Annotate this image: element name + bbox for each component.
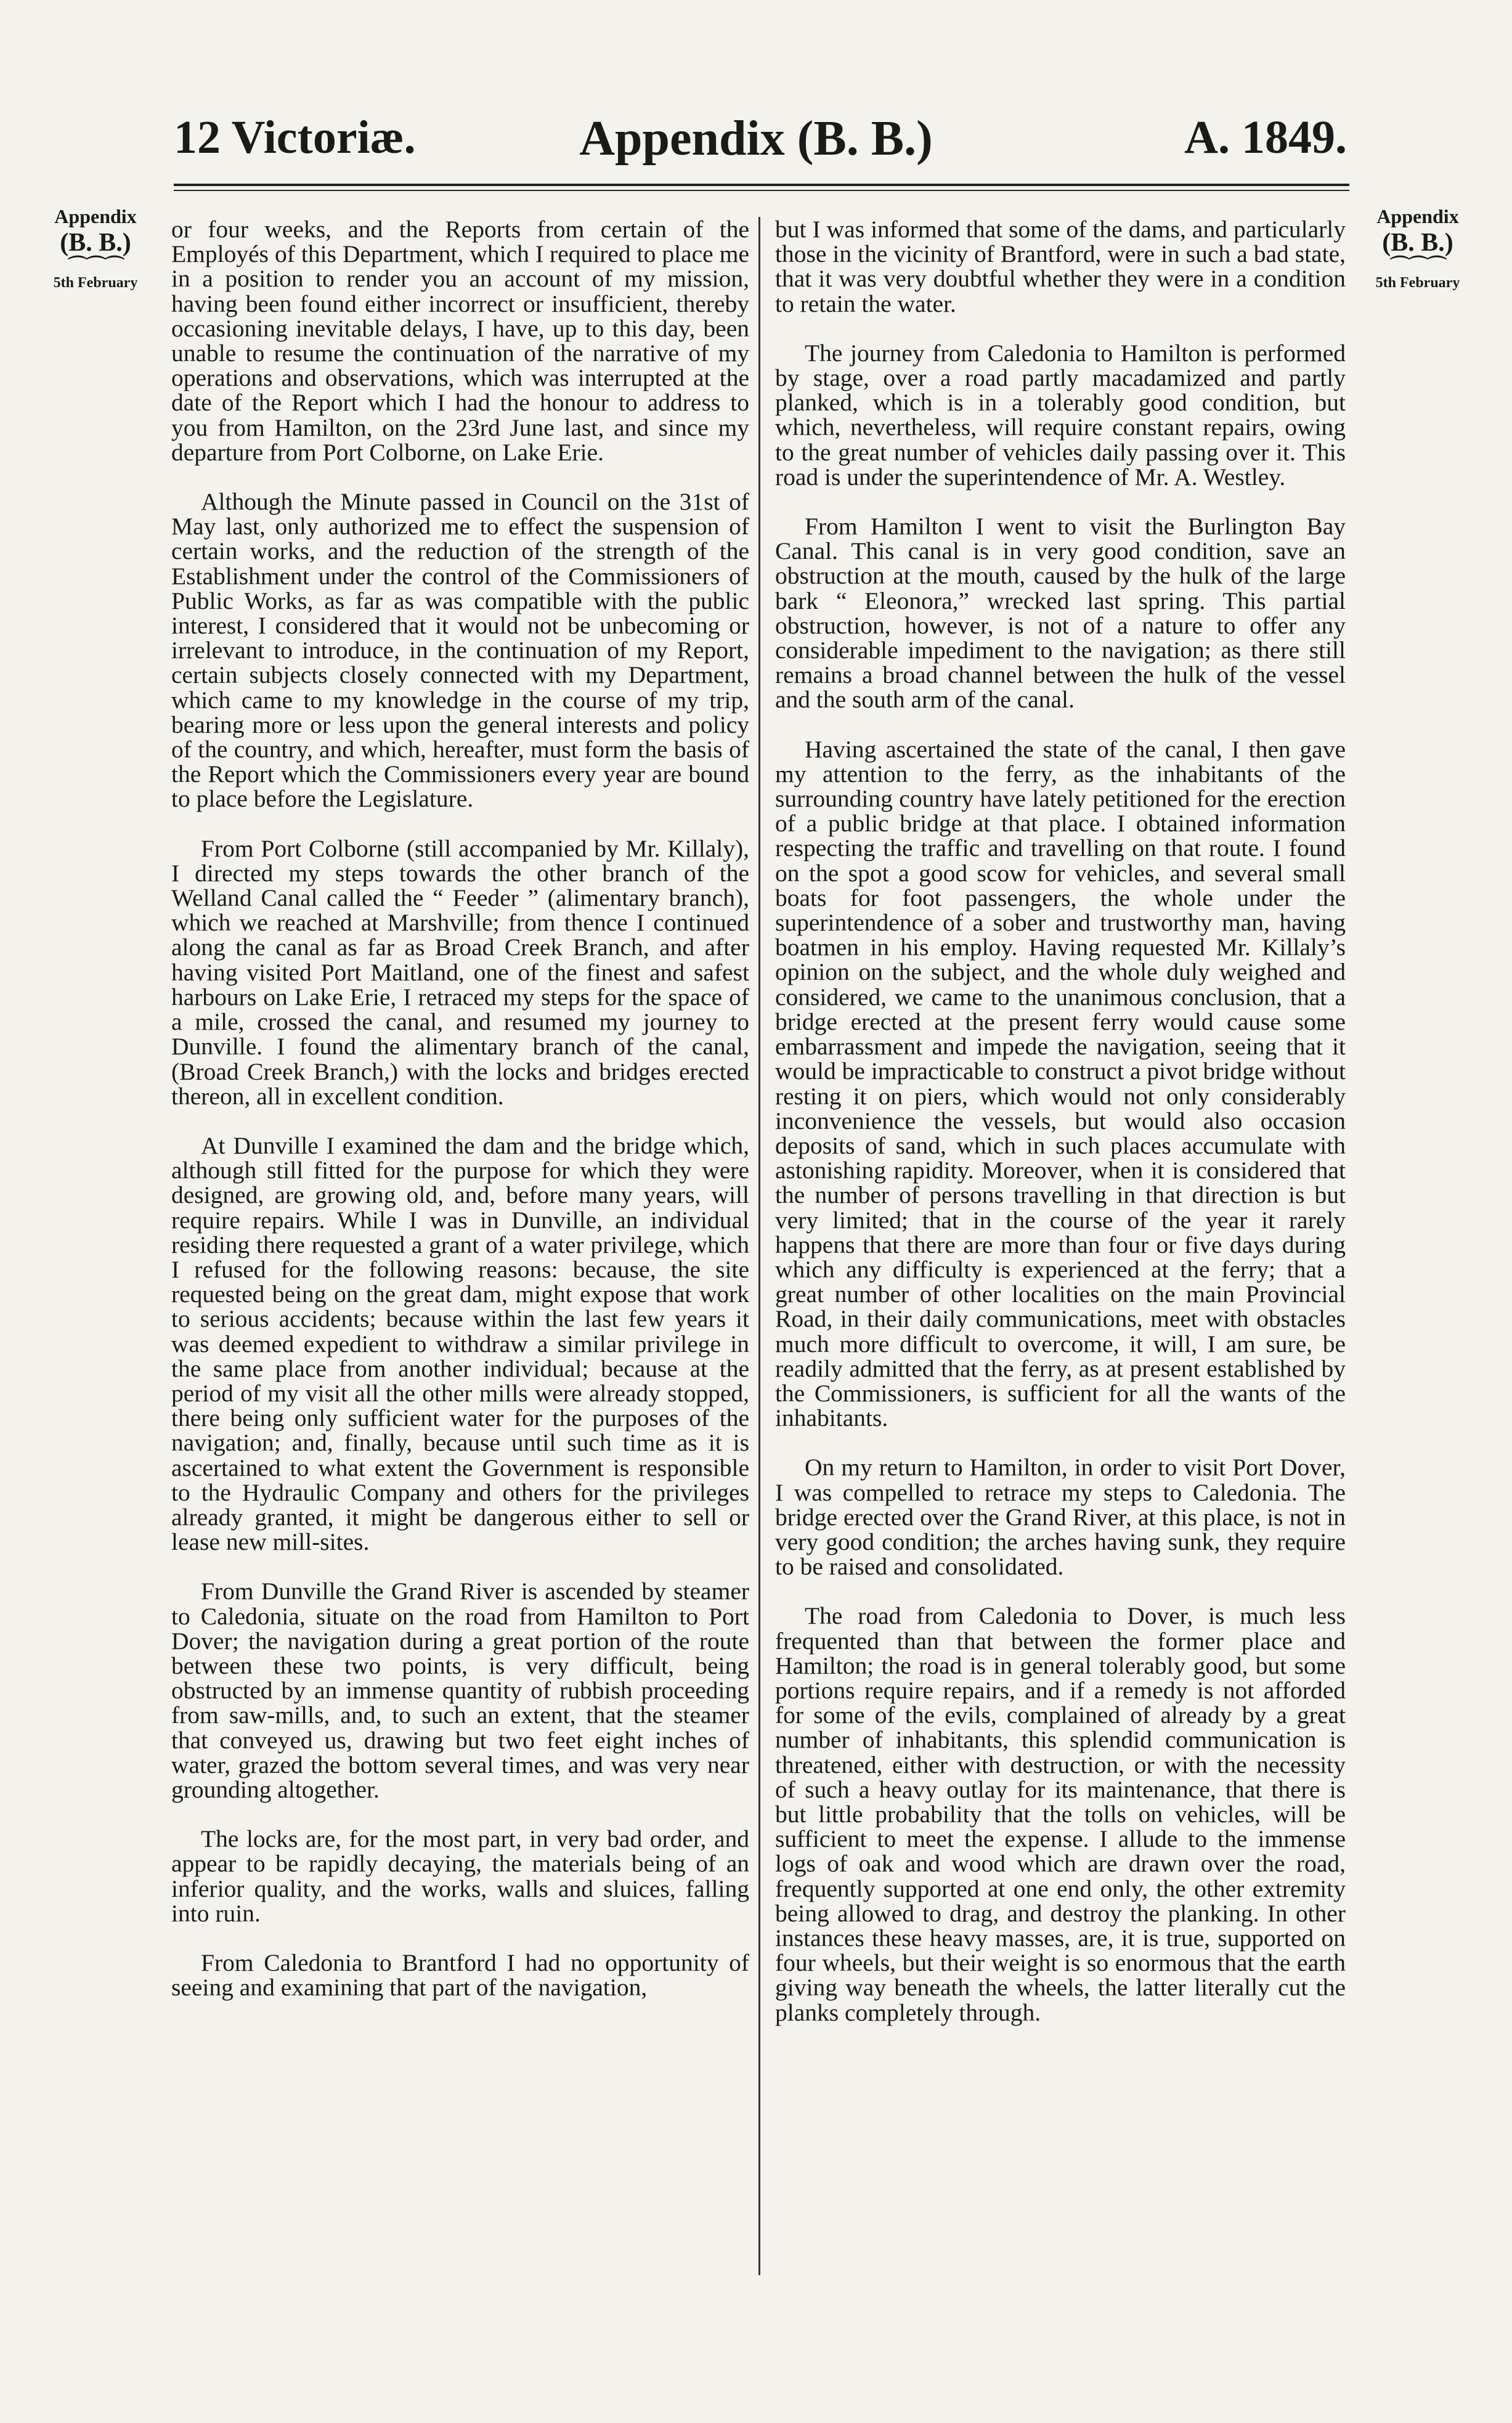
paragraph: or four weeks, and the Reports from certain of the Employés of this Department, which I required to place me in a position to render you an account of my mission, having been found either incorrect or insufficient, thereby occasioning inevitable delays, I have, up to this day, been unable to resume the continuation of the narrative of my operations and observations, which was interrupted at the date of the Report which I had the honour to address to you from Hamilton, on the 23rd June last, and since my departure from Port Colborne, on Lake Erie. bbox=[171, 216, 749, 466]
page-header bbox=[0, 111, 1512, 185]
session-label: 12 Victoriæ. bbox=[174, 112, 416, 163]
margin-note-right bbox=[1347, 205, 1489, 292]
year-label: A. 1849. bbox=[1184, 112, 1347, 163]
margin-brace: ⌒⌒⌒ bbox=[67, 255, 123, 277]
appendix-title: Appendix (B. B.) bbox=[579, 112, 933, 166]
paragraph: Having ascertained the state of the canal, I then gave my attention to the ferry, as the inhabitants of the surrounding country have lately petitioned for the erection of a public bridge at that place. I obtained information respecting the traffic and travelling on that route. I found on the spot a good scow for vehicles, and several small boats for foot passengers, the whole under the superintendence of a sober and trustworthy man, having boatmen in his employ. Having requested Mr. Killaly’s opinion on the subject, and the whole duly weighed and considered, we came to the unanimous conclusion, that a bridge erected at the present ferry would cause some embarrassment and impede the navigation, seeing that it would be impracticable to construct a pivot bridge without resting it on piers, which would not only considerably inconvenience the vessels, but would also occasion deposits of sand, which in such places accumulate with astonishing rapidity. Moreover, when it is considered that the number of persons travelling in that direction is but very limited; that in the course of the year it rarely happens that there are more than four or five days during which any difficulty is experienced at the ferry; that a great number of other localities on the main Provincial Road, in their daily communications, meet with obstacles much more difficult to overcome, it will, I am sure, be readily admitted that the ferry, as at present established by the Commissioners, is sufficient for all the wants of the inhabitants. bbox=[775, 735, 1346, 1432]
margin-note-left bbox=[25, 205, 166, 292]
margin-bb-label: (B. B.) bbox=[60, 229, 131, 257]
paragraph: From Port Colborne (still accompanied by Mr. Killaly), I directed my steps towards the other branch of the Welland Canal called the “ Feeder ” (alimentary branch), which we reached at Marshville; from thence I continued along the canal as far as Broad Creek Branch, and after having visited Port Maitland, one of the finest and safest harbours on Lake Erie, I retraced my steps for the space of a mile, crossed the canal, and resumed my journey to Dunville. I found the alimentary branch of the canal, (Broad Creek Branch,) with the locks and bridges erected thereon, all in excellent condition. bbox=[171, 834, 749, 1110]
paragraph: From Dunville the Grand River is ascended by steamer to Caledonia, situate on the road from Hamilton to Port Dover; the navigation during a great portion of the route between these two points, is very difficult, being obstructed by an immense quantity of rubbish proceeding from saw-mills, and, to such an extent, that the steamer that conveyed us, drawing but two feet eight inches of water, grazed the bottom several times, and was very near grounding altogether. bbox=[171, 1578, 749, 1803]
paragraph: On my return to Hamilton, in order to visit Port Dover, I was compelled to retrace my steps to Caledonia. The bridge erected over the Grand River, at this place, is not in very good condition; the arches having sunk, they require to be raised and consolidated. bbox=[775, 1454, 1346, 1581]
paragraph: Although the Minute passed in Council on the 31st of May last, only authorized me to effect the suspension of certain works, and the reduction of the strength of the Establishment under the control of the Commissioners of Public Works, as far as was compatible with the public interest, I considered that it would not be unbecoming or irrelevant to introduce, in the continuation of my Report, certain subjects closely connected with my Department, which came to my knowledge in the course of my trip, bearing more or less upon the general interests and policy of the country, and which, hereafter, must form the basis of the Report which the Commissioners every year are bound to place before the Legislature. bbox=[171, 488, 749, 813]
margin-appendix-label: Appendix bbox=[1376, 205, 1459, 227]
margin-brace: ⌒⌒⌒ bbox=[1389, 255, 1445, 277]
margin-date-label: 5th February bbox=[1375, 275, 1460, 291]
margin-date-label: 5th February bbox=[53, 275, 138, 291]
paragraph: From Hamilton I went to visit the Burlington Bay Canal. This canal is in very good condition, save an obstruction at the mouth, caused by the hulk of the large bark “ Eleonora,” wrecked last spring. This partial obstruction, however, is not of a nature to offer any considerable impediment to the navigation; as there still remains a broad channel between the hulk of the vessel and the south arm of the canal. bbox=[775, 513, 1346, 714]
left-column bbox=[171, 217, 749, 2024]
paragraph: but I was informed that some of the dams, and particularly those in the vicinity of Brantford, were in such a bad state, that it was very doubtful whether they were in a condition to retain the water. bbox=[775, 216, 1346, 317]
paragraph: At Dunville I examined the dam and the bridge which, although still fitted for the purpose for which they were designed, are growing old, and, before many years, will require repairs. While I was in Dunville, an individual residing there requested a grant of a water privilege, which I refused for the following reasons: because, the site requested being on the great dam, might expose that work to serious accidents; because within the last few years it was deemed expedient to withdraw a similar privilege in the same place from another individual; because at the period of my visit all the other mills were already stopped, there being only sufficient water for the purposes of the navigation; and, finally, because until such time as it is ascertained to what extent the Government is responsible to the Hydraulic Company and others for the privileges already granted, it might be dangerous either to sell or lease new mill-sites. bbox=[171, 1131, 749, 1556]
paragraph: The road from Caledonia to Dover, is much less frequented than that between the former place and Hamilton; the road is in general tolerably good, but some portions require repairs, and if a remedy is not afforded for some of the evils, complained of already by a great number of inhabitants, this splendid communication is threatened, either with destruction, or with the necessity of such a heavy outlay for its maintenance, that there is but little probability that the tolls on vehicles, will be sufficient to meet the expense. I allude to the immense logs of oak and wood which are drawn over the road, frequently supported at one end only, the other extremity being allowed to drag, and destroy the planking. In other instances these heavy masses, are, it is true, supported on four wheels, but their weight is so enormous that the earth giving way beneath the wheels, the latter literally cut the planks completely through. bbox=[775, 1602, 1346, 2026]
paragraph: The journey from Caledonia to Hamilton is performed by stage, over a road partly macadamized and partly planked, which is in a tolerably good condition, but which, nevertheless, will require constant repairs, owing to the great number of vehicles daily passing over it. This road is under the superintendence of Mr. A. Westley. bbox=[775, 339, 1346, 491]
header-rule-thin bbox=[174, 190, 1349, 191]
paragraph: The locks are, for the most part, in very bad order, and appear to be rapidly decaying, the materials being of an inferior quality, and the works, walls and sluices, falling into ruin. bbox=[171, 1825, 749, 1927]
header-rule-thick bbox=[174, 184, 1349, 186]
margin-appendix-label: Appendix bbox=[54, 205, 137, 227]
column-divider bbox=[758, 217, 760, 2275]
right-column bbox=[775, 217, 1346, 2050]
margin-bb-label: (B. B.) bbox=[1382, 229, 1453, 257]
paragraph: From Caledonia to Brantford I had no opportunity of seeing and examining that part of the navigation, bbox=[171, 1949, 749, 2002]
